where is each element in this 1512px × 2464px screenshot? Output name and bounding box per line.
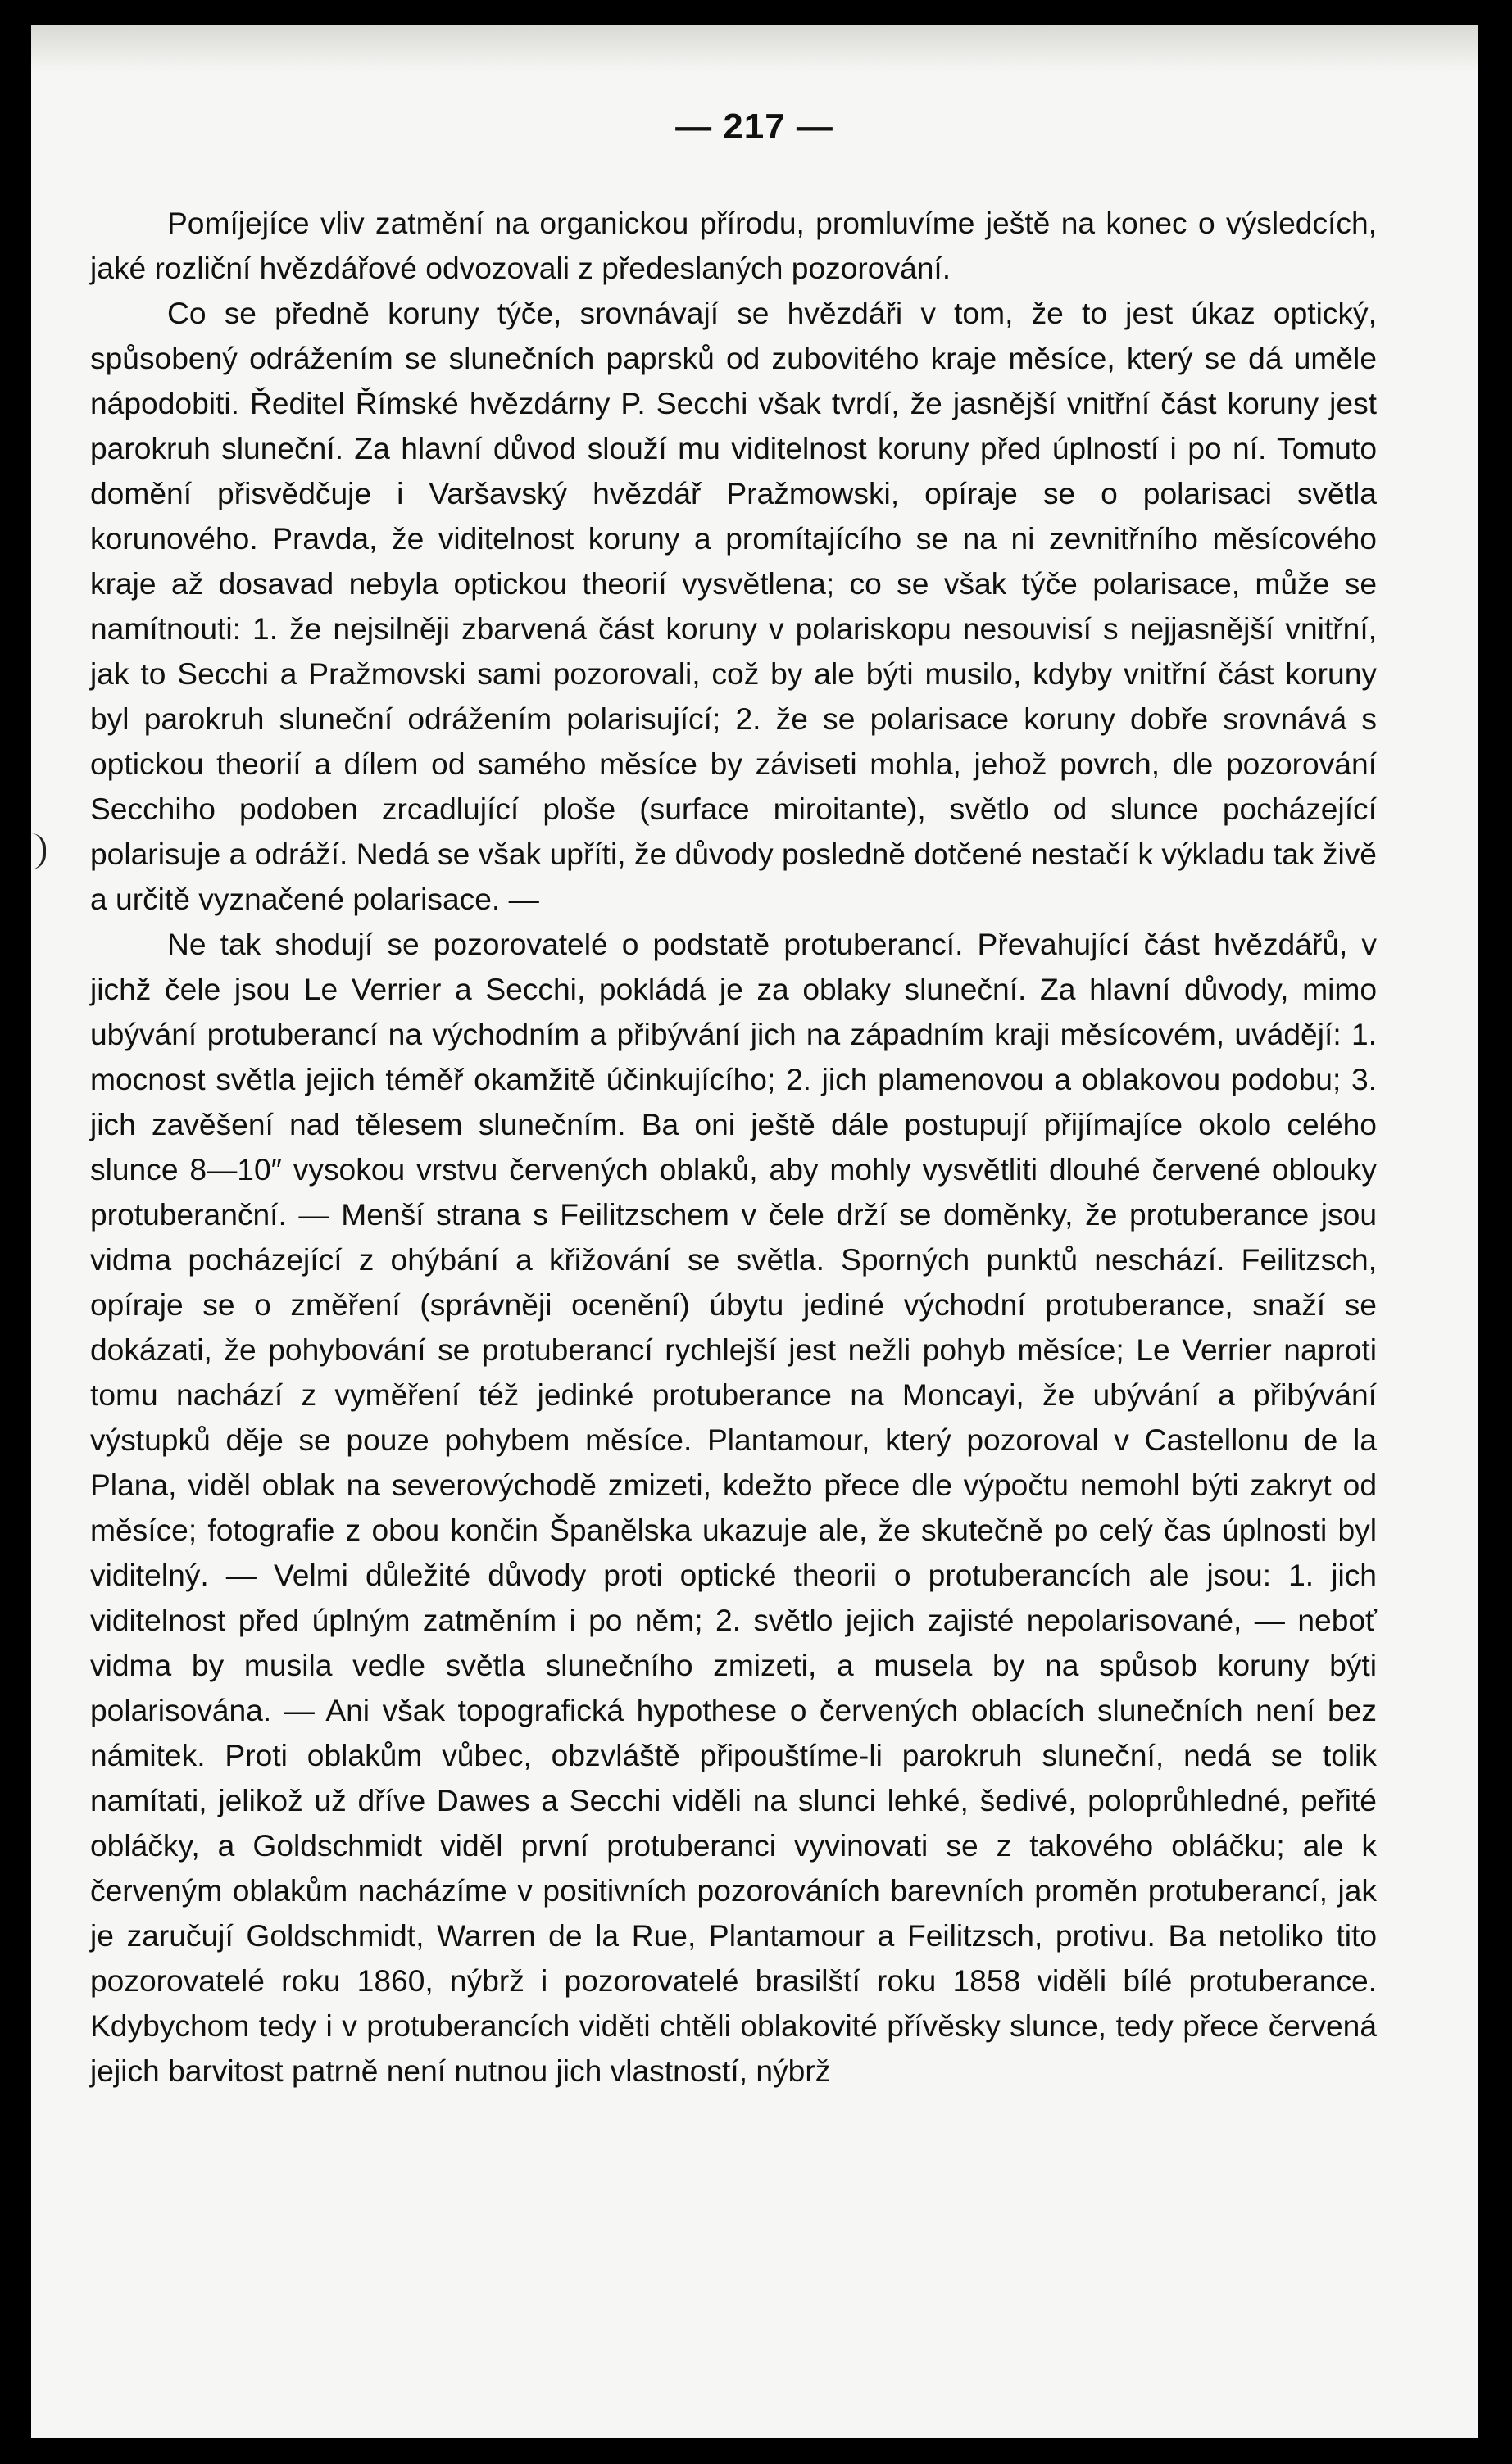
paragraph-2: Co se předně koruny týče, srovnávají se hvězdáři v tom, že to jest úkaz optický, spůsobený odrážením se slunečních paprsků od zubovitého kraje měsíce, který se dá uměle nápodobiti. Ředitel Římské hvězdárny P. Secchi však tvrdí, že jasnější vnitřní část koruny jest parokruh sluneční. Za hlavní důvod slouží mu viditelnost koruny před úplností i po ní. Tomuto domění přisvědčuje i Varšavský hvězdář Pražmowski, opíraje se o polarisaci světla korunového. Pravda, že viditelnost koruny a promítajícího se na ni zevnitřního měsícového kraje až dosavad nebyla optickou theorií vysvětlena; co se však týče polarisace, může se namítnouti: 1. že nejsilněji zbarvená část koruny v polariskopu nesouvisí s nejjasnější vnitřní, jak to Secchi a Pražmovski sami pozorovali, což by ale býti musilo, kdyby vnitřní část koruny byl parokruh sluneční odrážením polarisující; 2. že se polarisace koruny dobře srovnává s optickou theorií a dílem od samého měsíce by záviseti mohla, jehož povrch, dle pozorování Secchiho podoben zrcadlující ploše (surface miroitante), světlo od slunce pocházející polarisuje a odráží. Nedá se však upříti, že důvody posledně dotčené nestačí k výkladu tak živě a určitě vyznačené polarisace. — — [90, 296, 1377, 916]
page-number: — 217 — — [675, 107, 833, 147]
paragraph-3: Ne tak shodují se pozorovatelé o podstatě protuberancí. Převahující část hvězdářů, v jichž čele jsou Le Verrier a Secchi, pokládá je za oblaky sluneční. Za hlavní důvody, mimo ubývání protuberancí na východním a přibývání jich na západním kraji měsícovém, uvádějí: 1. mocnost světla jejich téměř okamžitě účinkujícího; 2. jich plamenovou a oblakovou podobu; 3. jich zavěšení nad tělesem slunečním. Ba oni ještě dále postupují přijímajíce okolo celého slunce 8—10″ vysokou vrstvu červených oblaků, aby mohly vysvětliti dlouhé červené oblouky protuberanční. — Menší strana s Feilitzschem v čele drží se doměnky, že protuberance jsou vidma pocházející z ohýbání a křižování se světla. Sporných punktů neschází. Feilitzsch, opíraje se o změření (správněji ocenění) úbytu jediné východní protuberance, snaží se dokázati, že pohybování se protuberancí rychlejší jest nežli pohyb měsíce; Le Verrier naproti tomu nachází z vyměření též jedinké protuberance na Moncayi, že ubývání a přibývání výstupků děje se pouze pohybem měsíce. Plantamour, který pozoroval v Castellonu de la Plana, viděl oblak na severovýchodě zmizeti, kdežto přece dle výpočtu nemohl býti zakryt od měsíce; fotografie z obou končin Španělska ukazuje ale, že skutečně po celý čas úplnosti byl viditelný. — Velmi důležité důvody proti optické theorii o protuberancích ale jsou: 1. jich viditelnost před úplným zatměním i po něm; 2. světlo jejich zajisté nepolarisované, — neboť vidma by musila vedle světla slunečního zmizeti, a musela by na spůsob koruny býti polarisována. — Ani však topografická hypothese o červených oblacích slunečních není bez námitek. Proti oblakům vůbec, obzvláště připouštíme-li parokruh sluneční, nedá se tolik namítati, jelikož už dříve Dawes a Secchi viděli na slunci lehké, šedivé, poloprůhledné, peřité obláčky, a Goldschmidt viděl první protuberanci vyvinovati se z takového obláčku; ale k červeným oblakům nacházíme v positivních pozorováních barevních proměn protuberancí, jak je zaručují Goldschmidt, Warren de la Rue, Plantamour a Feilitzsch, protivu. Ba netoliko tito pozorovatelé roku 1860, nýbrž i pozorovatelé brasilští roku 1858 viděli bílé protuberance. Kdybychom tedy i v protuberancích viděti chtěli oblakovité přívěsky slunce, tedy přece červená jejich barvitost patrně není nutnou jich vlastností, nýbrž — [90, 927, 1377, 2088]
margin-mark — [31, 833, 46, 869]
body-text — [90, 201, 1377, 2094]
paragraph-1: Pomíjejíce vliv zatmění na organickou přírodu, promluvíme ještě na konec o výsledcích, jaké rozliční hvězdářové odvozovali z předeslaných pozorování. — [90, 206, 1377, 285]
scanned-page — [31, 25, 1478, 2438]
scan-edge-shadow — [31, 25, 1478, 72]
